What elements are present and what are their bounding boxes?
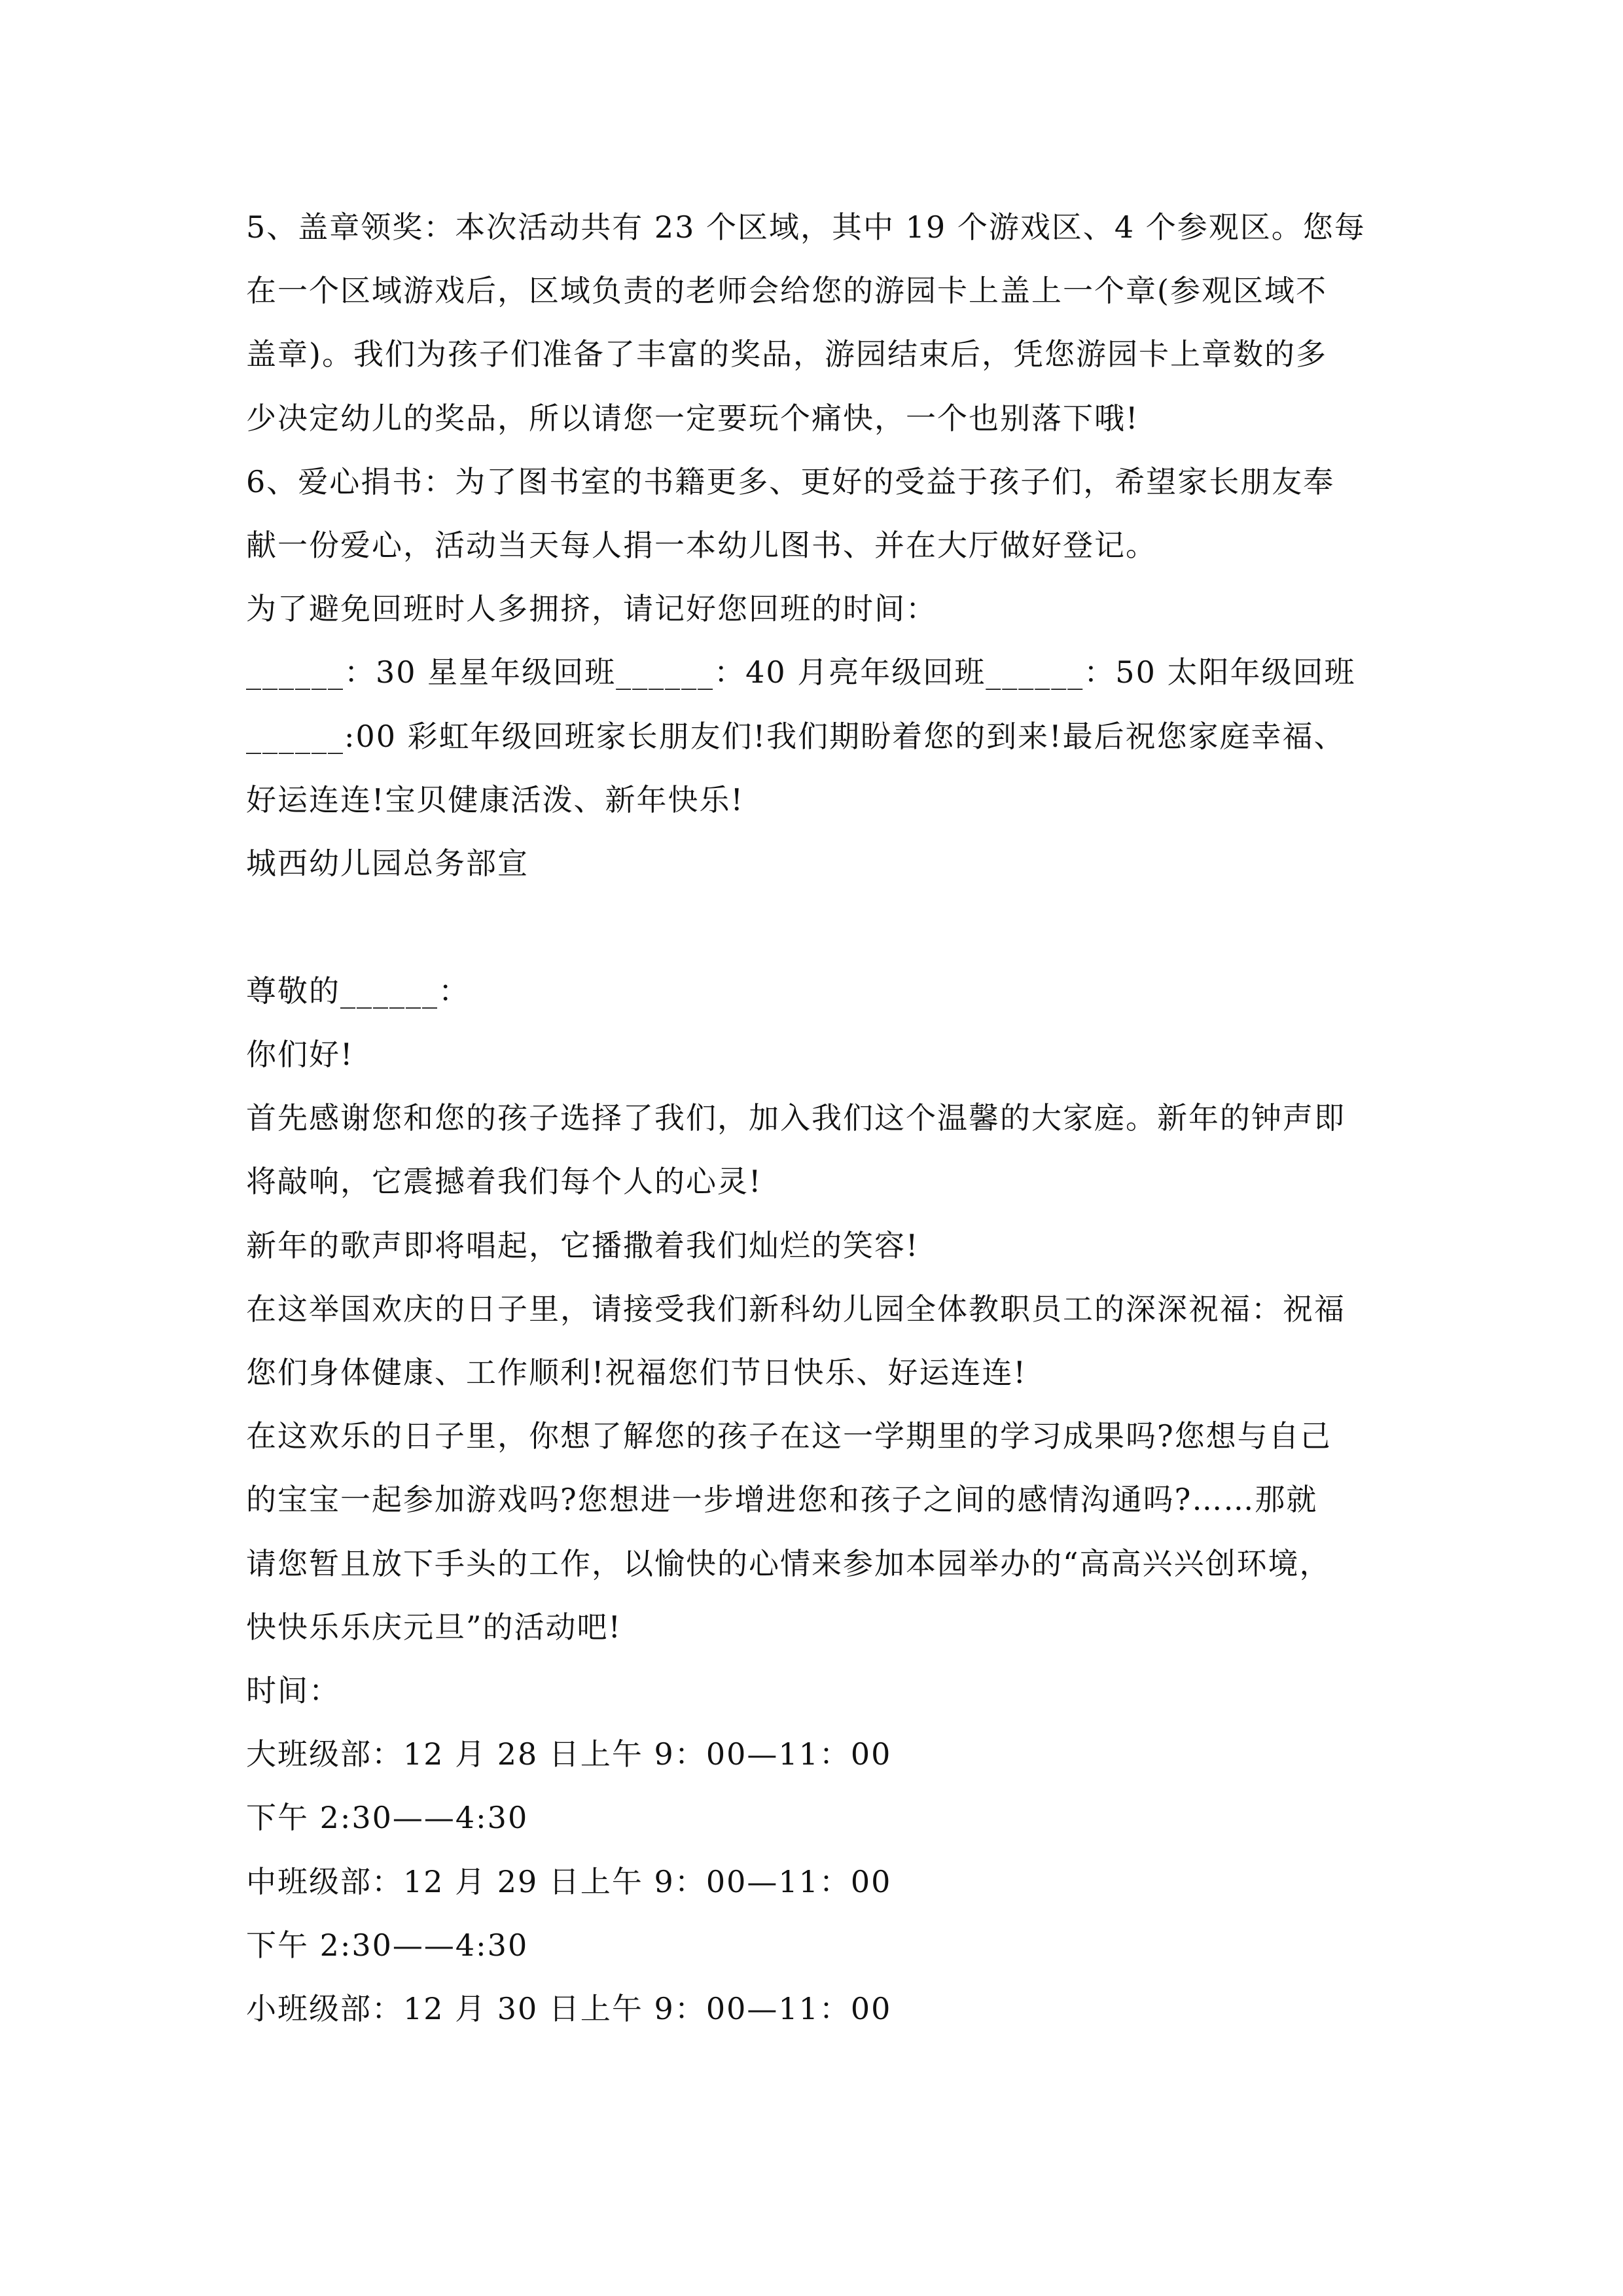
text-line: ______:00 彩虹年级回班家长朋友们!我们期盼着您的到来!最后祝您家庭幸福、 bbox=[246, 719, 1346, 754]
time-heading: 时间： bbox=[246, 1673, 340, 1708]
text-line: 将敲响，它震撼着我们每个人的心灵! bbox=[246, 1164, 762, 1199]
text-line: 快快乐乐庆元旦”的活动吧! bbox=[246, 1609, 622, 1645]
text-line: 好运连连!宝贝健康活泼、新年快乐! bbox=[246, 782, 744, 817]
schedule-line: 下午 2:30——4:30 bbox=[246, 1928, 529, 1963]
text-line: 在这举国欢庆的日子里，请接受我们新科幼儿园全体教职员工的深深祝福：祝福 bbox=[246, 1291, 1346, 1327]
text-line: 你们好! bbox=[246, 1037, 354, 1072]
text-line: 6、爱心捐书：为了图书室的书籍更多、更好的受益于孩子们，希望家长朋友奉 bbox=[246, 464, 1335, 499]
text-line: ______：30 星星年级回班______：40 月亮年级回班______：50 太阳年级回班 bbox=[246, 655, 1356, 690]
signature-line: 城西幼儿园总务部宣 bbox=[246, 846, 529, 881]
text-line: 在一个区域游戏后，区域负责的老师会给您的游园卡上盖上一个章(参观区域不 bbox=[246, 273, 1327, 308]
schedule-line: 中班级部：12 月 29 日上午 9：00—11：00 bbox=[246, 1864, 892, 1899]
schedule-line: 小班级部：12 月 30 日上午 9：00—11：00 bbox=[246, 1991, 892, 2026]
text-line: 请您暂且放下手头的工作，以愉快的心情来参加本园举办的“高高兴兴创环境， bbox=[246, 1546, 1331, 1581]
text-line: 献一份爱心，活动当天每人捐一本幼儿图书、并在大厅做好登记。 bbox=[246, 528, 1157, 563]
text-line: 盖章)。我们为孩子们准备了丰富的奖品，游园结束后，凭您游园卡上章数的多 bbox=[246, 336, 1327, 372]
text-line: 您们身体健康、工作顺利!祝福您们节日快乐、好运连连! bbox=[246, 1355, 1027, 1390]
schedule-line: 大班级部：12 月 28 日上午 9：00—11：00 bbox=[246, 1736, 892, 1772]
text-line: 为了避免回班时人多拥挤，请记好您回班的时间： bbox=[246, 591, 937, 626]
salutation: 尊敬的______： bbox=[246, 973, 470, 1009]
text-line: 首先感谢您和您的孩子选择了我们，加入我们这个温馨的大家庭。新年的钟声即 bbox=[246, 1100, 1346, 1136]
text-line: 5、盖章领奖：本次活动共有 23 个区域，其中 19 个游戏区、4 个参观区。您每 bbox=[246, 209, 1366, 245]
text-line: 新年的歌声即将唱起，它播撒着我们灿烂的笑容! bbox=[246, 1228, 919, 1263]
text-line: 在这欢乐的日子里，你想了解您的孩子在这一学期里的学习成果吗?您想与自己 bbox=[246, 1418, 1332, 1454]
schedule-line: 下午 2:30——4:30 bbox=[246, 1800, 529, 1835]
text-line: 的宝宝一起参加游戏吗?您想进一步增进您和孩子之间的感情沟通吗?……那就 bbox=[246, 1482, 1318, 1517]
text-line: 少决定幼儿的奖品，所以请您一定要玩个痛快，一个也别落下哦! bbox=[246, 401, 1139, 436]
